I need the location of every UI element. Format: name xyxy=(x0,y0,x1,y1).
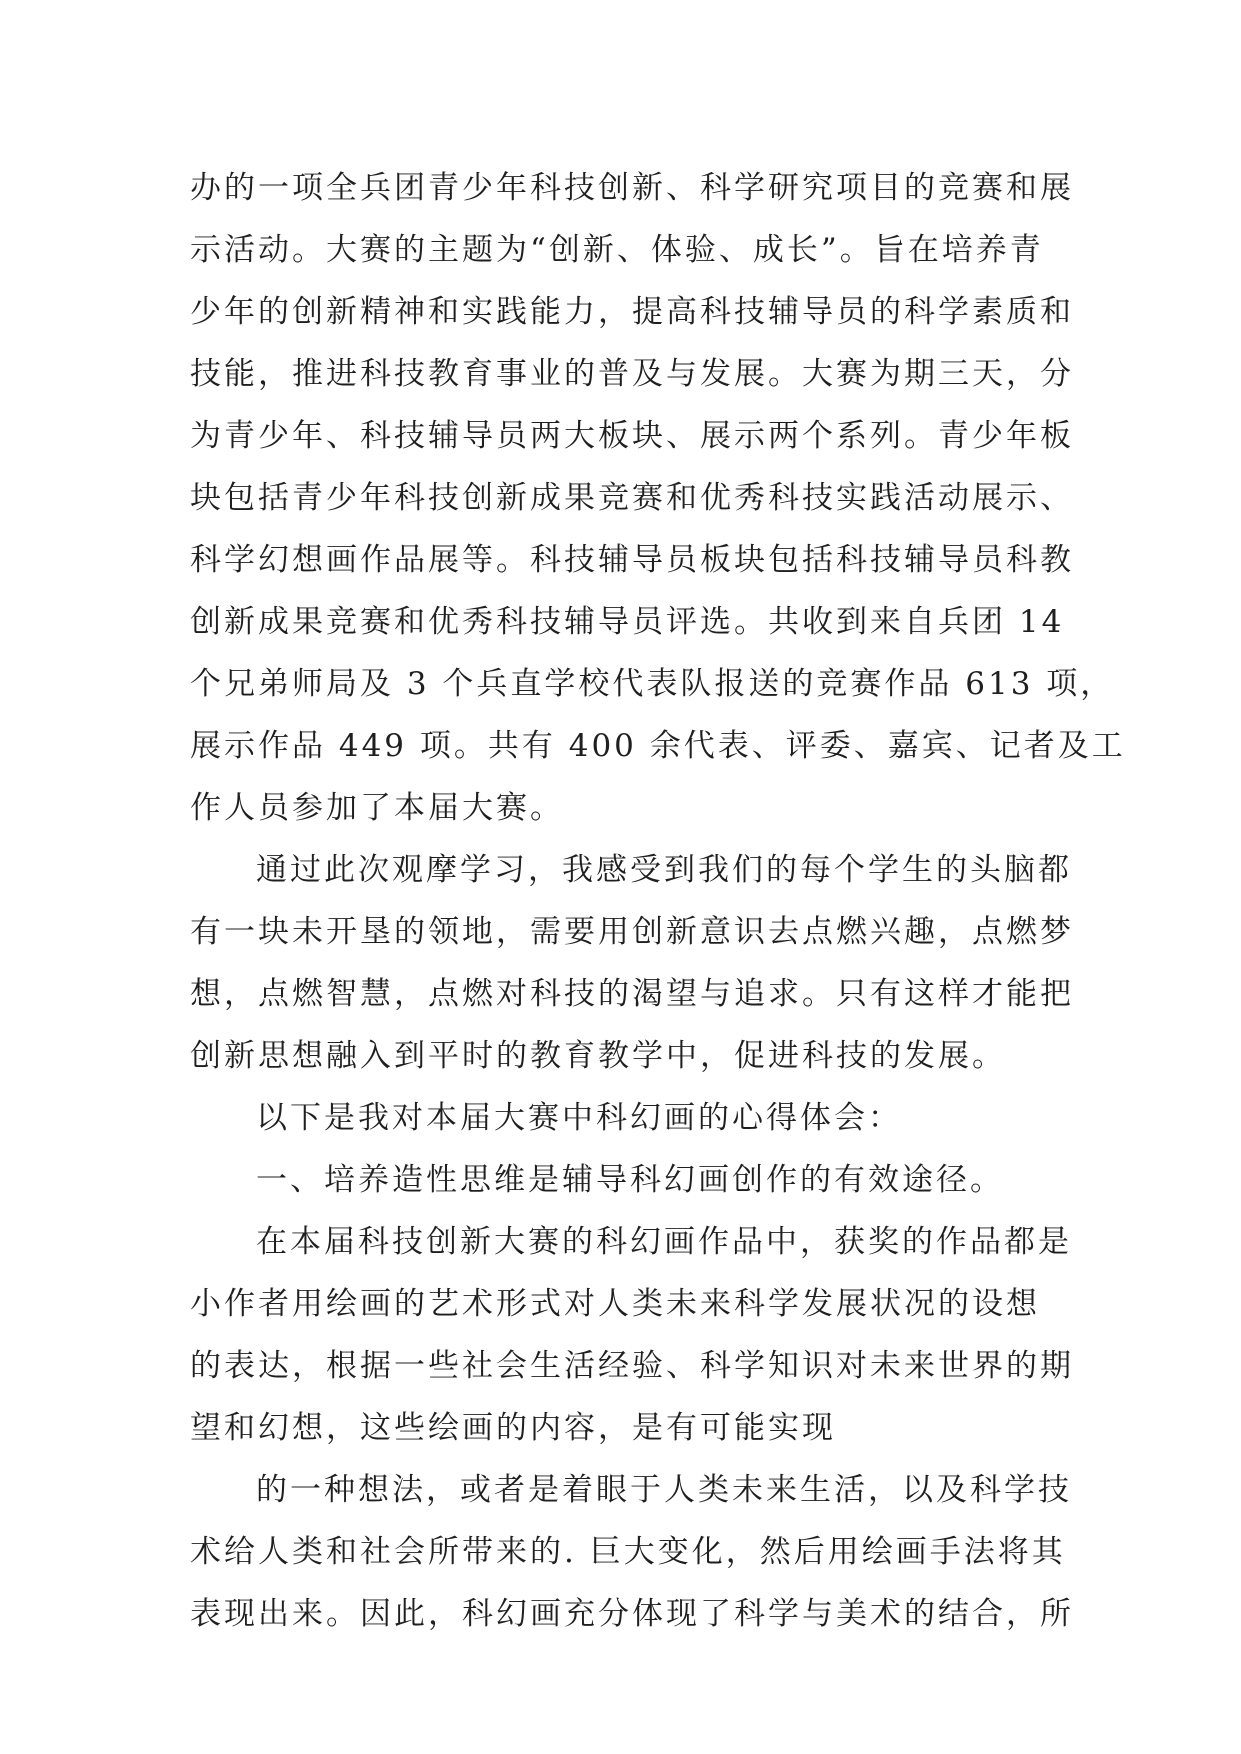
text-line: 技能，推进科技教育事业的普及与发展。大赛为期三天，分 xyxy=(190,356,1074,392)
paragraph-start-line: 的一种想法，或者是着眼于人类未来生活，以及科学技 xyxy=(256,1472,1072,1508)
text-line: 科学幻想画作品展等。科技辅导员板块包括科技辅导员科教 xyxy=(190,542,1074,578)
text-line: 作人员参加了本届大赛。 xyxy=(190,790,564,826)
text-line: 示活动。大赛的主题为“创新、体验、成长”。旨在培养青 xyxy=(190,232,1044,268)
text-line: 少年的创新精神和实践能力，提高科技辅导员的科学素质和 xyxy=(190,294,1074,330)
paragraph-start-line: 在本届科技创新大赛的科幻画作品中，获奖的作品都是 xyxy=(256,1224,1072,1260)
text-line: 术给人类和社会所带来的. 巨大变化，然后用绘画手法将其 xyxy=(190,1534,1066,1570)
text-line: 望和幻想，这些绘画的内容，是有可能实现 xyxy=(190,1410,836,1446)
section-heading: 一、培养造性思维是辅导科幻画创作的有效途径。 xyxy=(256,1162,1004,1198)
text-line: 展示作品 449 项。共有 400 余代表、评委、嘉宾、记者及工 xyxy=(190,728,1126,764)
paragraph-start-line: 以下是我对本届大赛中科幻画的心得体会： xyxy=(256,1100,902,1136)
body-text xyxy=(190,157,1126,1645)
paragraph-start-line: 通过此次观摩学习，我感受到我们的每个学生的头脑都 xyxy=(256,852,1072,888)
text-line: 有一块未开垦的领地，需要用创新意识去点燃兴趣，点燃梦 xyxy=(190,914,1074,950)
text-line: 表现出来。因此，科幻画充分体现了科学与美术的结合，所 xyxy=(190,1596,1074,1632)
text-line: 创新思想融入到平时的教育教学中，促进科技的发展。 xyxy=(190,1038,1006,1074)
text-line: 个兄弟师局及 3 个兵直学校代表队报送的竞赛作品 613 项， xyxy=(190,666,1115,702)
text-line: 块包括青少年科技创新成果竞赛和优秀科技实践活动展示、 xyxy=(190,480,1074,516)
text-line: 办的一项全兵团青少年科技创新、科学研究项目的竞赛和展 xyxy=(190,170,1074,206)
text-line: 为青少年、科技辅导员两大板块、展示两个系列。青少年板 xyxy=(190,418,1074,454)
text-line: 想，点燃智慧，点燃对科技的渴望与追求。只有这样才能把 xyxy=(190,976,1074,1012)
text-line: 创新成果竞赛和优秀科技辅导员评选。共收到来自兵团 14 xyxy=(190,604,1065,640)
text-line: 小作者用绘画的艺术形式对人类未来科学发展状况的设想 xyxy=(190,1286,1040,1322)
text-line: 的表达，根据一些社会生活经验、科学知识对未来世界的期 xyxy=(190,1348,1074,1384)
